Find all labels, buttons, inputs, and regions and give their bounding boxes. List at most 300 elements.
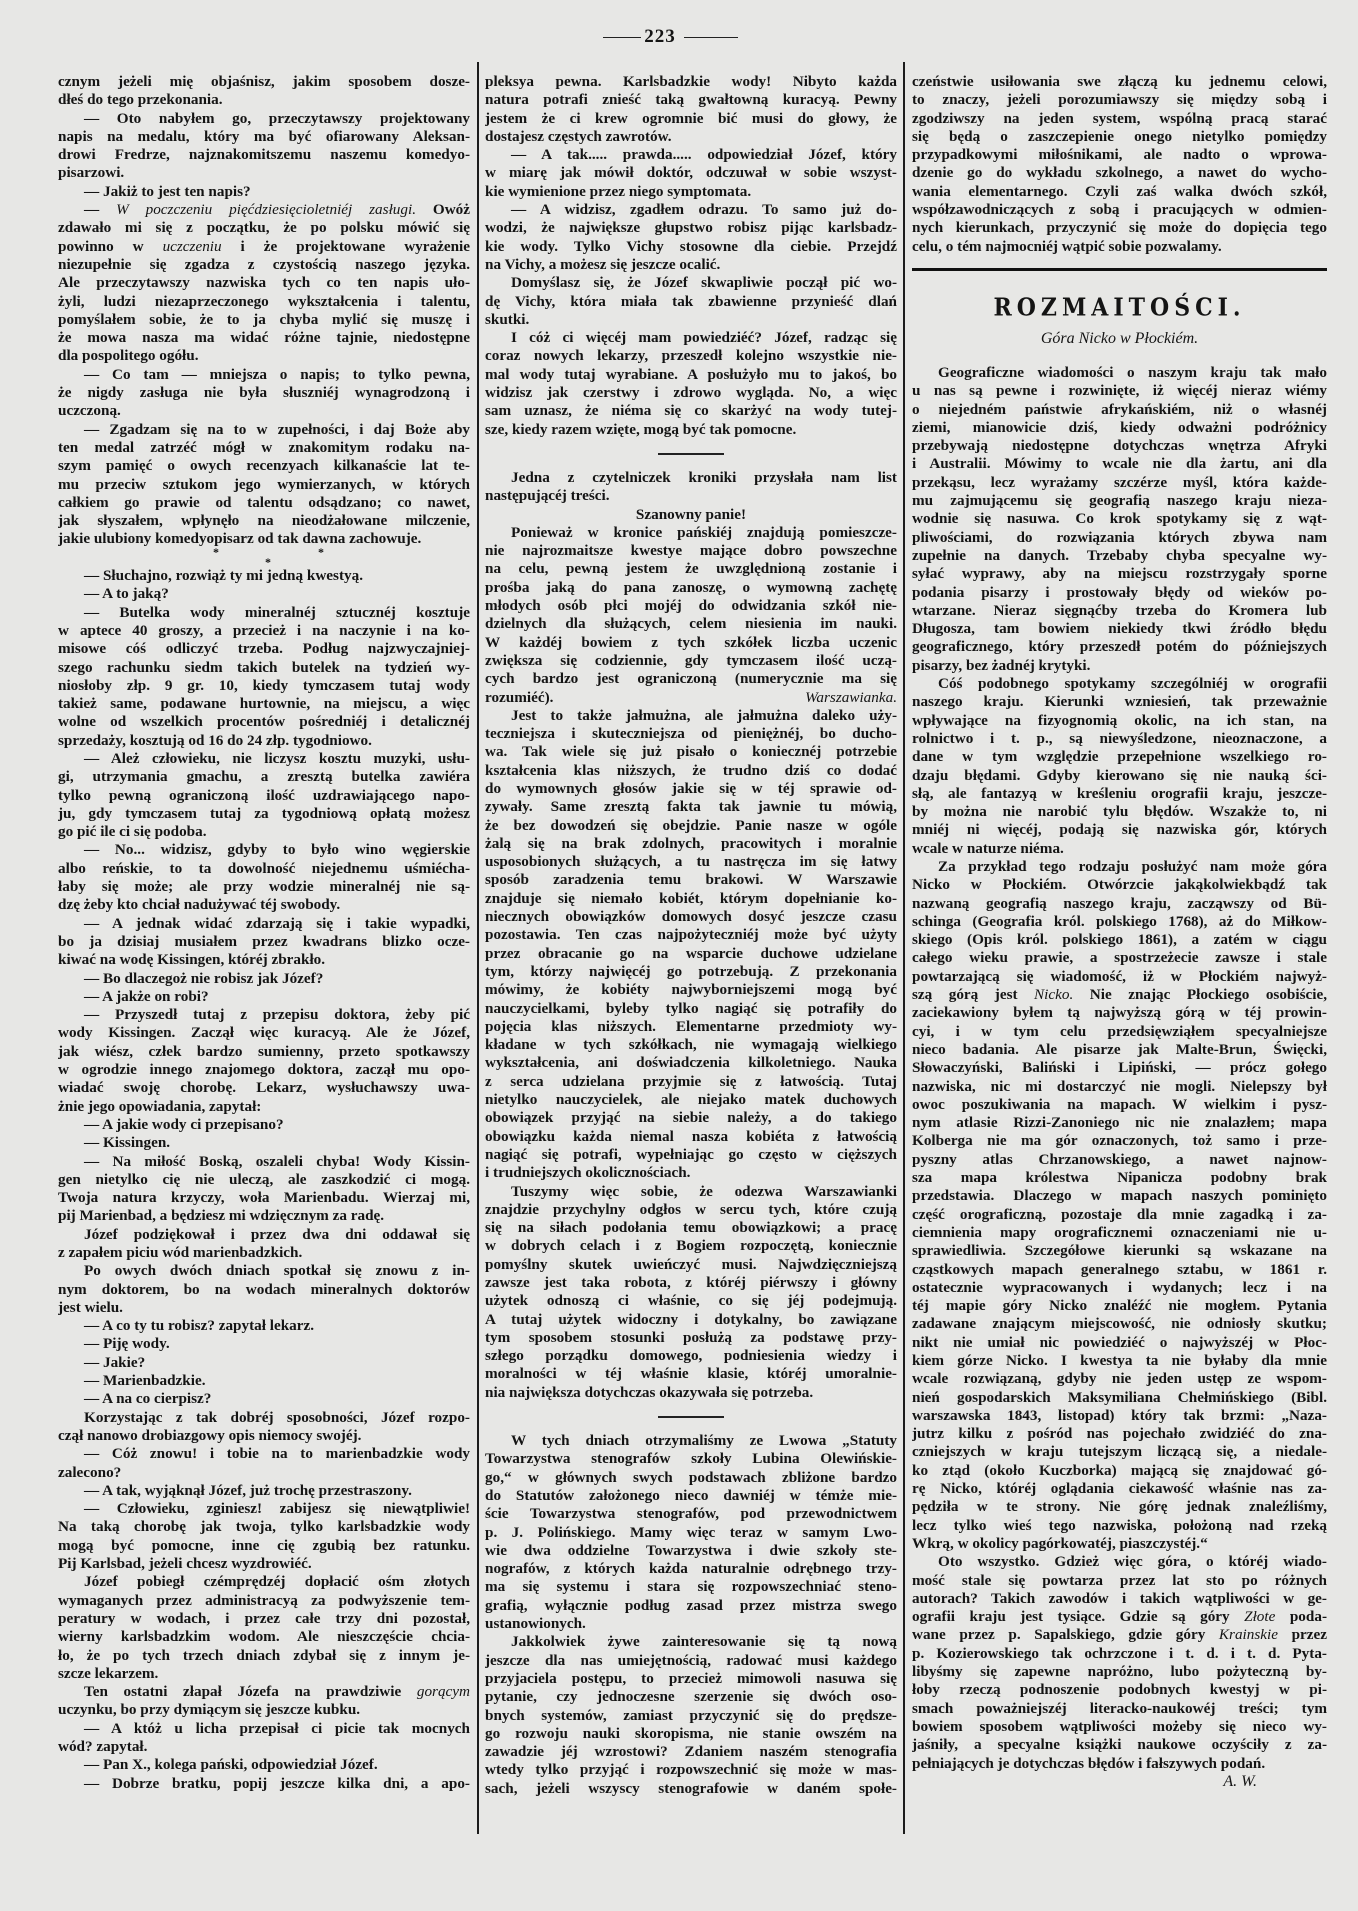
text-line: Korzystając z tak dobréj sposobności, Józef rozpo- [84, 1408, 470, 1426]
text-line: uczynku, bo przy dymiącym się jeszcze kubku. [58, 1701, 361, 1719]
text-line: u nas są pewne i rozwinięte, iż więcéj nieraz wiémy [912, 382, 1327, 400]
section-heading: ROZMAITOŚCI. [993, 293, 1246, 323]
section-divider [658, 453, 724, 455]
text-line: sza mapa królestwa Nipanicza podobny brak [912, 1169, 1327, 1187]
paragraph [485, 469, 897, 506]
text-line: w ogrodzie innego znajomego doktora, zaczął mu opo- [58, 1061, 470, 1079]
text-line: pisarzowi. [58, 164, 125, 182]
text-line: pędziła w te strony. Nie górę jednak znaleźliśmy, [912, 1498, 1327, 1516]
text-line: Tuszymy więc sobie, że odezwa Warszawianki [511, 1182, 897, 1200]
text-line: mniéj ni więcéj, podają się nazwiska gór, których [912, 821, 1327, 839]
paragraph [58, 1720, 470, 1757]
text-line: ustanowionych. [485, 1615, 586, 1633]
text-line: misowe cóś odliczyć trzeba. Podług najzwyczajniej- [58, 640, 470, 658]
text-line: kiem górze Nicko. I kwestya ta nie byłaby dla mnie [912, 1352, 1327, 1369]
text-line: i Australii. Mówimy to wcale nie dla żartu, ani dla [912, 455, 1327, 473]
text-line: kie wymienione przez niego symptomata. [485, 182, 752, 200]
text-line: Jest to także jałmużna, ale jałmużna daleko uży- [511, 706, 897, 724]
text-segment: szą górą jest [912, 986, 1035, 1004]
text-line: peratury w wodach, i przez całe trzy dni pozostał, [58, 1609, 470, 1627]
text-line: dzę żeby kto chciał nadużywać téj swobody. [58, 896, 341, 914]
text-line: znajdzie przychylny odgłos w sercu tych, które czują [485, 1200, 897, 1218]
text-line: Długosza, tam bowiem niekiedy tkwi źródło błędu [912, 620, 1327, 638]
text-line: ło, że po tych trzech dniach zdybał się z innym je- [58, 1646, 470, 1664]
text-line: skutki. [485, 310, 530, 328]
text-line: — A to jaką? [84, 585, 169, 603]
text-line: w dobrych celach i z Bogiem rozpoczętą, koniecznie [485, 1237, 897, 1255]
text-line: teczniejsza i skuteczniejsza od pieniężnéj, bo ducho- [485, 725, 897, 743]
text-line: dę Vichy, która miała tak zbawienne przynieść dlań [485, 292, 897, 310]
text-line: wykształcenia, ani doświadczenia kilkoletniego. Nauka [485, 1054, 897, 1072]
text-segment: powinno w [58, 237, 163, 255]
text-line: żnie jego opowiadania, zapytał: [58, 1097, 262, 1115]
paragraph [485, 1633, 897, 1798]
italic-text: W poczczeniu pięćdziesięcioletniéj zasługi. [116, 201, 416, 219]
paragraph [485, 146, 897, 201]
text-line: wcale rozwiązaną, gdyby nie jeden ustęp ze wspom- [912, 1370, 1327, 1388]
paragraph [58, 366, 470, 421]
paragraph [58, 604, 470, 750]
text-line: Wkrą, w okolicy pagórkowatéj, piaszczystéj.“ [912, 1534, 1208, 1552]
text-line: dzaju błędami. Gdyby kierowano się nie nauką ści- [912, 766, 1327, 784]
text-segment: Nie znając Płockiego osobiście, [1073, 986, 1327, 1004]
paragraph [58, 970, 470, 988]
asterisk: * [213, 544, 219, 559]
text-line: Jakkolwiek żywe zainteresowanie się tą nową [511, 1633, 897, 1651]
text-line: czniejszych w kraju tutejszym liczącą się, a niedale- [912, 1443, 1327, 1461]
text-line: cznym jeżeli mię objaśnisz, jakim sposobem dosze- [58, 73, 470, 90]
paragraph [912, 858, 1327, 1553]
text-line: Za przykład tego rodzaju posłużyć nam może góra [938, 857, 1327, 875]
text-line: zadawane znającym miejscowość, nie odniosły skutku; [912, 1315, 1327, 1333]
text-line: geograficznego, który przeszedł potém do późniejszych [912, 638, 1327, 656]
text-line: bowiem sposobem wątpliwości możeby się nieco wy- [912, 1717, 1327, 1735]
text-line: wie dwa oddzielne Towarzystwa i dwie szkoły ste- [485, 1541, 897, 1559]
paragraph [58, 1317, 470, 1335]
text-line: tym, którzy najwięcéj go potrzebują. Z przekonania [485, 962, 897, 980]
paragraph [485, 1432, 897, 1633]
paragraph [58, 1335, 470, 1353]
text-line: wtedy tylko przyjąć i rozpowszechnić się może w mas- [485, 1761, 897, 1779]
text-line: — Ależ człowieku, nie liczysz kosztu muzyki, usłu- [84, 749, 470, 767]
italic-text: Złote [1244, 1608, 1276, 1626]
text-line: sposób zaradzenia temu brakowi. W Warszawie [485, 871, 897, 889]
text-line: — Piję wody. [84, 1335, 170, 1353]
text-line: ciemnienia mapy orograficznemi oznaczeniami nie u- [912, 1223, 1327, 1241]
text-line: jakie ulubiony komedyopisarz od tak dawna zachowuje. [58, 530, 422, 548]
paragraph [485, 73, 897, 146]
text-line: schinga (Geografia król. polskiego 1768), aż do Miłkow- [912, 912, 1327, 930]
text-line: szego rachunku siedm takich butelek na tydzień wy- [58, 658, 470, 676]
text-line: pomyślałem sobie, że to ja chyba mylić się muszę i [58, 310, 470, 328]
text-line: pojęcia klas niższych. Elementarne przedmioty wy- [485, 1017, 897, 1035]
text-line: przypadkowymi miłośnikami, ale nadto o wprowa- [912, 146, 1327, 164]
text-line: szym pamięć o owych recenzyach kilkanaście lat te- [58, 457, 470, 475]
text-line: dostajesz częstych zawrotów. [485, 127, 672, 145]
text-line: mu zajmującemu się geografią naszego kraju nieza- [912, 492, 1327, 510]
text-line: niecznych obowiązków domowych dosyć jeszcze czasu [485, 908, 897, 926]
paragraph [485, 274, 897, 329]
text-line: — A co ty tu robisz? zapytał lekarz. [84, 1317, 315, 1335]
text-line: — Słuchajno, rozwiąż ty mi jedną kwestyą. [84, 567, 363, 585]
text-line: wania elementarnego. Czyli zaś walka dwóch szkół, [912, 182, 1327, 200]
text-line: wpływające na fizyognomią okolic, na ich stan, na [912, 711, 1327, 729]
text-line: że nigdy zasługa nie była słuszniéj wynagrodzoną i [58, 384, 470, 402]
text-line: nazwaną geografią naszego kraju, zacząwszy od Bü- [912, 894, 1327, 912]
text-line: kształcenia klas niższych, że trudno dziś co dodać [485, 761, 897, 779]
text-line: jeszcze dla nas umiejętnością, radować musi każdego [485, 1651, 897, 1669]
text-line: przekąsu, lecz wyrażamy szczérze myśl, która każde- [912, 473, 1327, 491]
text-line: wierny karlsbadzkim wodom. Ale nieszczęście chcia- [58, 1628, 470, 1646]
text-line: mal wody tutaj wyrabiane. A posłużyło mu to jakoś, bo [485, 365, 897, 383]
text-line: młodych osób płci mojéj do odwidzania szkół nie- [485, 597, 897, 615]
paragraph [58, 1756, 470, 1774]
text-line: Twoja natura krzyczy, woła Marienbadu. Wierzaj mi, [58, 1189, 470, 1207]
text-line: celu, o tém najmocniéj wątpić sobie pozwalamy. [912, 237, 1222, 255]
text-line: kie wody. Tylko Vichy stosowne dla ciebie. Przejdź [485, 237, 897, 255]
text-line: ko ztąd (około Kuczborka) mającą się znajdować gó- [912, 1461, 1327, 1479]
text-line: następującéj treści. [485, 487, 610, 505]
text-line: takież same, podawane hurtownie, na miejscu, a więc [58, 695, 470, 713]
text-segment: wane przez p. Sapalskiego, gdzie góry [912, 1626, 1219, 1644]
paragraph [485, 201, 897, 274]
text-line: rę Nicko, któréj oglądania ciekawość właśnie nas za- [912, 1480, 1327, 1498]
paragraph [58, 915, 470, 970]
text-line: że bez dowodzeń się obejdzie. Panie nasze w ogóle [485, 816, 897, 834]
text-segment: ografii kraju jest tysiące. Gdzie są góry [912, 1608, 1245, 1626]
text-line: moralności w téj właśnie klasie, któréj umoralnie- [485, 1365, 897, 1383]
text-line: nym atlasie Rizzi-Zanoniego nic nie znalazłem; mapa [912, 1114, 1327, 1132]
text-line: — A tak..... prawda..... odpowiedział Józef, który [511, 146, 897, 164]
text-line: szcze lekarzem. [58, 1664, 159, 1682]
section-divider [658, 1416, 724, 1418]
text-line: z zapałem piciu wód marienbadzkich. [58, 1244, 303, 1261]
text-line: ziemi, mianowicie dziś, kiedy odważni podróżnicy [912, 418, 1327, 436]
text-line: współzawodniczących z sobą i pracujących w odmien- [912, 201, 1327, 219]
paragraph [58, 1372, 470, 1390]
text-line: to znaczy, jeżeli porozumiawszy się między sobą i [912, 91, 1327, 109]
text-line: W każdéj bowiem z tych szkółek liczba uczenic [485, 633, 897, 651]
text-line: p. Kozierowskiego tak ochrzczone i t. d. i t. d. Pyta- [912, 1644, 1327, 1662]
text-line: uczczoną. [58, 402, 121, 420]
text-line: nikt nie umiał nic powiedziéć o najwyższéj w Płoc- [912, 1333, 1327, 1351]
text-line: — Cóż znowu! i tobie na to marienbadzkie wody [84, 1445, 470, 1463]
text-line: — A tak, wyjąknął Józef, już trochę przestraszony. [84, 1481, 412, 1499]
text-line: jaśniły, a specyalne książki naukowe oczyściły z za- [912, 1736, 1327, 1754]
paragraph [58, 1226, 470, 1263]
text-line: pliwościami, do rozwiązania których zbywa nam [912, 528, 1327, 546]
text-line: żyli, ludzi niezaprzeczonego wykształcenia i talentu, [58, 292, 470, 310]
text-line: się na siłach podołania temu obowiązkowi; a pracę [485, 1219, 897, 1237]
text-line: podania pisarzy i prostowały błędy od wieków po- [912, 583, 1327, 601]
paragraph [58, 1573, 470, 1683]
text-line: wody Kissingen. Zaczął więc kuracyą. Ale że Józef, [58, 1024, 470, 1042]
text-line: Towarzystwa stenografów szkoły Lubina Olewińskie- [485, 1450, 897, 1468]
text-line: zdawało mi się z początku, że po polsku mówić się [58, 219, 470, 237]
text-line: Józef podziękował i przez dwa dni oddawał się [84, 1225, 470, 1243]
text-line: cząstkowych mapach generalnego sztabu, w 1861 r. [912, 1260, 1327, 1278]
text-line: powtarzającą się wiadomość, iż w Płockiém najwyż- [912, 967, 1327, 985]
column-3 [912, 73, 1327, 1791]
paragraph [912, 1553, 1327, 1773]
text-line: jestem że ci krew ogromnie bić musi do głowy, że [485, 109, 897, 127]
paragraph [58, 1775, 470, 1793]
text-line: sprzedaży, kosztują od 16 do 24 złp. tygodniowo. [58, 731, 372, 749]
text-line: nia największa dotychczas okazywała się potrzeba. [485, 1383, 814, 1401]
text-line: gen nietylko cię nie uleczą, ale zaszkodzić ci mogą. [58, 1170, 470, 1188]
text-line: nografów, z których każda naturalnie odrębnego trzy- [485, 1560, 897, 1578]
text-line: czeństwie usiłowania swe złączą ku jednemu celowi, [912, 73, 1327, 90]
text-line: — Co tam — mniejsza o napis; to tylko pewna, [84, 365, 470, 383]
header-dash-right [684, 37, 738, 38]
text-line: — Kissingen. [84, 1134, 171, 1152]
paragraph [912, 73, 1327, 256]
text-line: Kolberga nie ma gór oznaczonych, toż samo i prze- [912, 1132, 1327, 1150]
text-line: zywały. Same zresztą fakta tak jawnie tu mówią, [485, 798, 897, 816]
text-line: zawsze jest taka robota, z któréj piérwszy i główny [485, 1274, 897, 1291]
text-line: nie najrozmaitsze kwestye mające dobro powszechne [485, 542, 897, 560]
text-line: tym sposobem stosunki posłużą za podstawę przy- [485, 1328, 897, 1346]
paragraph [485, 524, 897, 707]
text-line: łaby się może; ale przy wodzie mineralnéj nie są- [58, 878, 470, 896]
paragraph [58, 110, 470, 183]
text-line [912, 986, 1327, 1004]
text-line: niosłoby złp. 9 gr. 10, kiedy tymczasem tutaj wody [58, 676, 470, 694]
paragraph [58, 1500, 470, 1573]
text-line: I cóż ci więcéj mam powiedziéć? Józef, radząc się [511, 329, 897, 347]
text-line: ma się systemu i stara się rozpowszechniać steno- [485, 1578, 897, 1596]
text-line: w miarę jak mówił doktór, odczuwał w sobie wszyst- [485, 164, 897, 182]
paragraph [58, 567, 470, 585]
text-line: Jedna z czytelniczek kroniki przysłała nam list [511, 468, 897, 486]
text-line: dzielnych dla służących, celem niesienia im nauki. [485, 615, 897, 633]
text-line: Na taką chorobę jak twoja, tylko karlsbadzkie wody [58, 1518, 470, 1536]
text-line: mu przeciw sztukom jego wymierzanych, w których [58, 475, 470, 493]
text-line: sze, kiedy razem wzięte, mogą być tak pomocne. [485, 420, 797, 438]
paragraph [58, 1006, 470, 1116]
text-line: — Zgadzam się na to w zupełności, i daj Boże aby [84, 420, 470, 438]
paragraph [58, 1445, 470, 1482]
paragraph [58, 1354, 470, 1372]
salutation: Szanowny panie! [635, 505, 747, 523]
text-line: jutrz kilku z pośród nas pojechało zwidziéć do zna- [912, 1425, 1327, 1443]
article-title: Góra Nicko w Płockiém. [1040, 329, 1199, 347]
text-line: nazwiska, nic mi dostarczyć nie mogli. Nielepszy był [912, 1077, 1327, 1095]
paragraph [58, 1409, 470, 1446]
text-line: wymaganych przez administracyą za podwyższenie tem- [58, 1591, 470, 1609]
text-line: téj mapie góry Nicko znaléźć nie mogłem. Pytania [912, 1297, 1327, 1315]
text-segment: — [84, 201, 117, 219]
text-line: do wymownych głosów jakie się w téj sprawie od- [485, 779, 897, 797]
paragraph [58, 201, 470, 366]
text-line: Po owych dwóch dniach spotkał się znowu z in- [84, 1262, 470, 1280]
text-line: wcale w naturze niéma. [912, 839, 1064, 857]
text-line: libyśmy się zapewne napróżno, lubo pożyteczną by- [912, 1663, 1327, 1681]
header-dash-left [603, 37, 641, 38]
text-line: wa. Tak wiele się już pisało o koniecznéj potrzebie [485, 743, 897, 761]
text-line: grafią, wyłącznie podług zasad przez mistrza swego [485, 1596, 897, 1614]
paragraph [58, 421, 470, 549]
paragraph [58, 988, 470, 1006]
paragraph [58, 1116, 470, 1134]
section-rule [912, 268, 1327, 271]
text-line: — A jakże on robi? [84, 987, 209, 1005]
text-line: ju, gdy tymczasem tutaj za tygodniową opłatą możesz [58, 804, 470, 822]
text-line: rolnictwo i t. p., są niewyśledzone, nieoznaczone, a [912, 729, 1327, 747]
text-line: zaciekawiony byłem tą najwyższą górą w téj prowin- [912, 1004, 1327, 1022]
text-line: do Statutów założonego nieco dawniéj w témże mie- [485, 1486, 897, 1504]
paragraph [58, 750, 470, 841]
text-line: go,“ w głównych swych podstawach zbliżone bardzo [485, 1468, 897, 1486]
text-line: natura potrafi znieść taką gwałtowną kuracyą. Pewny [485, 91, 897, 109]
text-line: cyi, i w tym celu przedsięwziąłem specyalniejsze [912, 1022, 1327, 1040]
text-line: wtarzane. Nieraz sięgnąćby trzeba do Kromera lub [912, 601, 1327, 619]
text-line: — Dobrze bratku, popij jeszcze kilka dni, a apo- [84, 1774, 470, 1792]
text-line: na Vichy, a możesz się jeszcze ocalić. [485, 255, 721, 273]
text-line: pełniających je dotychczas błędów i fałszywych podań. [912, 1754, 1266, 1772]
text-line: — Człowieku, zginiesz! zabijesz się niewątpliwie! [84, 1500, 470, 1518]
text-line: słą, ale fantazyą w kreśleniu orografii kraju, jeszcze- [912, 784, 1327, 802]
text-line: Pij Karlsbad, jeżeli chcesz wyzdrowiéć. [58, 1555, 312, 1573]
text-line: dłeś do tego przekonania. [58, 91, 223, 109]
text-line: albo reńskie, to ta dowolność niejednemu uśmiécha- [58, 859, 470, 877]
italic-text: uczczeniu [162, 237, 222, 255]
paragraph [58, 183, 470, 201]
text-line: Cóś podobnego spotykamy szczególniéj w orografii [938, 675, 1327, 693]
text-line: prośba jaką do pana zanoszę, o wymowną zachętę [485, 578, 897, 596]
text-line: Ponieważ w kronice pańskiéj znajdują pomieszcze- [511, 523, 897, 541]
text-line: żalą się na brak zdolnych, pracowitych i moralnie [485, 834, 897, 852]
text-line: gi, utrzymania gmachu, a zresztą butelka zawiéra [58, 768, 470, 786]
text-line: — A widzisz, zgadłem odrazu. To samo już do- [511, 201, 897, 219]
text-line: się będą o zaszczepienie onego nietylko pomiędzy [912, 127, 1327, 145]
text-line: bnych systemów, zamiast przyczynić się do prędsze- [485, 1706, 897, 1724]
text-line: Oto wszystko. Gdzież więc góra, o któréj wiado- [938, 1553, 1327, 1571]
text-line: — Marienbadzkie. [84, 1372, 206, 1390]
paragraph [485, 1183, 897, 1403]
text-line: warszawska 1843, listopad) który tak brzmi: „Naza- [912, 1406, 1327, 1424]
text-line: sam uznasz, że niéma się co skarżyć na wody tutej- [485, 402, 897, 420]
text-line: by można nie narobić tylu błędów. Wszakże to, ni [912, 803, 1327, 821]
text-line: wodnie się nasuwa. Co krok spotykamy się z wąt- [912, 510, 1327, 528]
text-line: ście Towarzystwa stenografów, pod przewodnictwem [485, 1505, 897, 1523]
text-segment: i że projektowane wyrażenie [221, 237, 470, 255]
text-line [58, 238, 470, 256]
column-1 [58, 73, 470, 1793]
page-number: 223 [644, 26, 676, 47]
text-line: w aptece 40 groszy, a przecież i na naczynie i na ko- [58, 621, 470, 639]
text-line: Słowaczyński, Baliński i Lipiński, — prócz gołego [912, 1059, 1327, 1077]
text-line: tylko pewną ograniczoną ilość uzdrawiającego napo- [58, 786, 470, 804]
text-line: że mowa nasza ma widać różne tajnie, niedostępne [58, 329, 470, 347]
text-line: na celu, pewną jestem że uwzględnioną zostanie i [485, 560, 897, 578]
text-line: ostatecznie wypracowanych i wydanych; lecz i na [912, 1278, 1327, 1296]
asterism-divider [58, 544, 470, 569]
paragraph [58, 1683, 470, 1720]
text-line: całego wieku prawie, a spostrzeżecie zawsze i stale [912, 949, 1327, 967]
paragraph [58, 1482, 470, 1500]
text-line: kiwać na wodę Kissingen, któréj zbrakło. [58, 951, 326, 969]
asterisk: * [265, 554, 271, 569]
text-line: coraz nowych lekarzy, przeszedł kolejno wszystkie nie- [485, 347, 897, 365]
text-line: dla pospolitego ogółu. [58, 347, 199, 365]
author-signature: A. W. [1223, 1772, 1257, 1790]
text-line: wolne od wszelkich procentów pośredniéj i detalicznéj [58, 713, 470, 731]
text-line [58, 1683, 470, 1701]
text-line: wiadać swoję chorobę. Lekarz, wysłuchawszy uwa- [58, 1079, 470, 1097]
column-rule-2 [903, 62, 905, 1834]
text-line: owoc poszukiwania na mapach. W wielkim i pysz- [912, 1095, 1327, 1113]
text-line: obowiązek przyjąć na siebie należy, a do takiego [485, 1109, 897, 1127]
text-line: znajduje się niemało kobiét, którym dopełnianie ko- [485, 889, 897, 907]
text-line: pij Marienbad, a będziesz mi wdzięcznym za radę. [58, 1207, 385, 1225]
text-line: Domyślasz się, że Józef skwapliwie począł pić wo- [511, 274, 897, 292]
text-line: przez obracanie go na wsparcie duchowe udzielane [485, 944, 897, 962]
text-line: — Przyszedł tutaj z przepisu doktora, żeby pić [84, 1006, 470, 1024]
text-line: zalecono? [58, 1463, 122, 1481]
text-line: mość stale się powtarza przez lat sto po różnych [912, 1571, 1327, 1589]
text-line: i trudniejszych okolicznościach. [485, 1164, 691, 1182]
text-segment: poda- [1275, 1608, 1327, 1626]
text-line: go rozwoju nauki skoropisma, nie stanie owszém na [485, 1724, 897, 1742]
text-line: Nicko w Płockiém. Otwórzcie jakąkolwiekbądź tak [912, 876, 1327, 894]
text-line: pozostawia. Ten czas najpożyteczniéj może być użyty [485, 926, 897, 944]
text-line: W tych dniach otrzymaliśmy ze Lwowa „Statuty [511, 1432, 897, 1450]
paragraph [58, 1153, 470, 1226]
text-line: szłego porządku domowego, podniesienia wiedzy i [485, 1347, 897, 1365]
text-line: całkiem go prawie od talentu odsądzano; co nawet, [58, 493, 470, 511]
text-line: cych bardzo jest ograniczoną (numerycznie ma się [485, 670, 897, 688]
text-line: usposobionych służących, a tu nastręcza im się łatwy [485, 853, 897, 871]
text-line: p. J. Polińskiego. Mamy więc teraz w samym Lwo- [485, 1523, 897, 1541]
text-line: o niejedném państwie afrykańskiém, niż o własnéj [912, 400, 1327, 418]
text-line: kładane w tych szkółkach, nie wymagają wielkiego [485, 1036, 897, 1054]
text-line: ten medal zatrzéć mógł w znakomitym rodaku na- [58, 438, 470, 456]
text-line: pleksya pewna. Karlsbadzkie wody! Nibyto każda [485, 73, 897, 90]
text-line: Józef pobiegł czémprędzéj dopłacić ośm złotych [84, 1573, 470, 1591]
text-line: sprawiedliwia. Szczegółowe kierunki są wskazane na [912, 1242, 1327, 1260]
text-line: nych kierunkach, przyczynić się może do dopięcia tego [912, 219, 1327, 237]
text-line: — A na co cierpisz? [84, 1390, 212, 1408]
text-line: autorach? Takich zawodów i takich wątpliwości w ge- [912, 1589, 1327, 1607]
paragraph [58, 841, 470, 914]
text-line: pytanie, czy jednoczesne szerzenie się dwóch oso- [485, 1688, 897, 1706]
text-line: bo ja dzisiaj musiałem przez kwadrans blizko ocze- [58, 932, 470, 950]
text-line: zgodziwszy na jeden system, wspólną pracą starać [912, 109, 1327, 127]
text-segment: Owóż [416, 201, 470, 219]
paragraph [58, 73, 470, 110]
text-line: niezupełnie się zgadza z czystością naszego języka. [58, 255, 470, 273]
text-line: zupełnie na danych. Trzebaby chyba specyalne wy- [912, 546, 1327, 564]
text-line: skiego (Opis król. polskiego 1861), a zatém w ciągu [912, 931, 1327, 949]
text-line [58, 201, 470, 219]
text-line: wód? zapytał. [58, 1738, 148, 1756]
text-line: dzenie go do wykładu szkolnego, a nawet do wycho- [912, 164, 1327, 182]
text-line: — Na miłość Boską, oszaleli chyba! Wody Kissin- [84, 1152, 470, 1170]
text-line: — A któż u licha przepisał ci picie tak mocnych [84, 1719, 470, 1737]
text-line: przyjaciela postępu, to przecież mimowoli nasuwa się [485, 1669, 897, 1687]
text-line: jak słyszałem, wpłynęło na nieodżałowane milczenie, [58, 512, 470, 530]
paragraph [58, 585, 470, 603]
text-line: go pić ile ci się podoba. [58, 823, 207, 841]
text-line: drowi Fredrze, najznakomitszemu naszemu komedyo- [58, 146, 470, 164]
text-line: mówimy, że kobiéty najwyborniejszemi mogą być [485, 981, 897, 999]
text-line: zwiększa się codziennie, gdy tymczasem ilość uczą- [485, 651, 897, 669]
text-line: — A jakie wody ci przepisano? [84, 1115, 284, 1133]
page-header [0, 24, 1358, 50]
text-line: napis na medalu, który ma być ofiarowany Aleksan- [58, 127, 470, 145]
text-line: pisarzy, bez żadnéj krytyki. [912, 656, 1091, 674]
